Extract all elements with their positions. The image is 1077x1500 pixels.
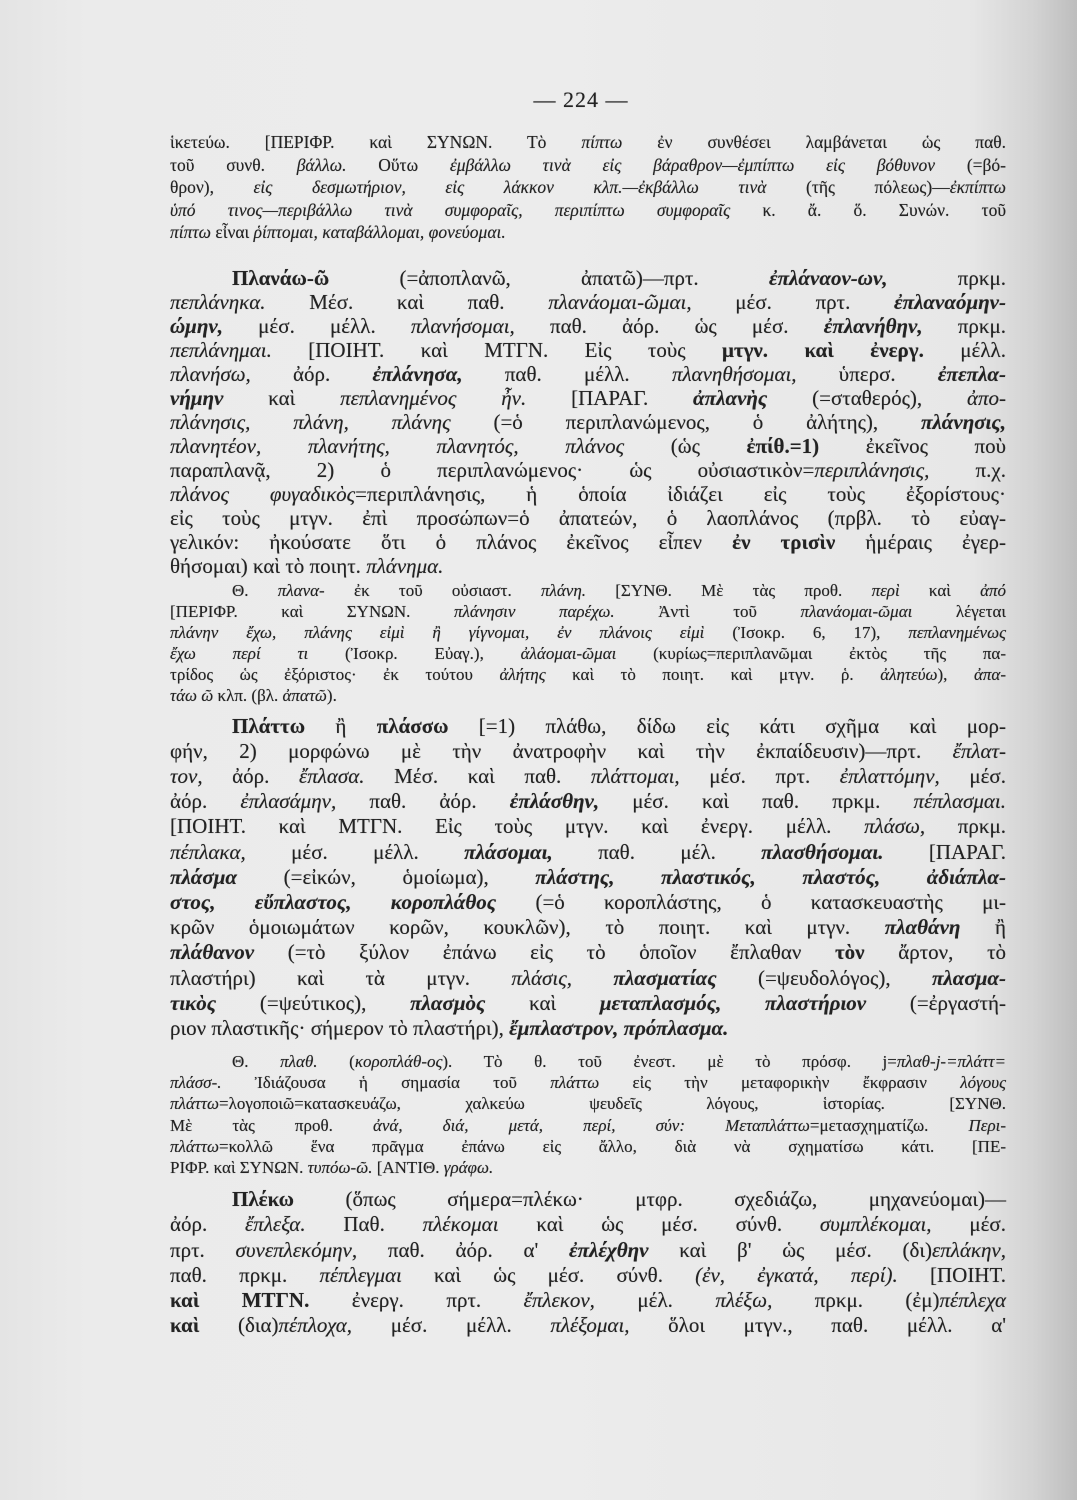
italic-text: πέπλοχα, xyxy=(278,1313,353,1338)
italic-text: τυπόω-ῶ. xyxy=(307,1158,373,1177)
text-run: (ὡς xyxy=(624,434,747,458)
note-planao xyxy=(170,580,1006,707)
text-run: [ΠΕΡΙΦΡ. καὶ ΣΥΝΩΝ. xyxy=(170,601,454,621)
italic-text: πλάνος φυγαδικὸς xyxy=(170,482,356,506)
text-run: =λογοποιῶ=κατασκευάζω, χαλκεύω ψευδεῖς λόγους, ἱστορίας. [ΣΥΝΘ. xyxy=(218,1094,1006,1114)
italic-text: ἀπα- xyxy=(973,665,1006,685)
italic-text: πλαθ-j-=πλάττ= xyxy=(896,1052,1006,1072)
bold-text: Πλέκω xyxy=(232,1187,295,1212)
italic-text: ἀλήτης xyxy=(499,665,546,685)
text-line xyxy=(170,1051,1006,1072)
text-run: Παθ. xyxy=(305,1212,423,1237)
text-line xyxy=(170,601,1006,622)
italic-text: πλανάομαι-ῶμαι xyxy=(800,601,913,621)
text-line xyxy=(170,458,1006,482)
text-run: ). Τὸ θ. τοῦ ἐνεστ. μὲ τὸ πρόσφ. j= xyxy=(442,1052,897,1072)
text-line xyxy=(170,915,1006,940)
text-run: ὑπερσ. xyxy=(796,362,938,386)
text-run: ( xyxy=(317,1052,355,1072)
text-run: καὶ ὡς μέσ. σύνθ. xyxy=(498,1212,820,1237)
text-run: καὶ xyxy=(485,990,600,1015)
bold-italic-text: τικὸς xyxy=(170,990,217,1015)
bold-text: Πλάττω xyxy=(232,713,306,738)
entry-platto xyxy=(170,714,1006,1041)
text-run: [ΣΥΝΘ. Μὲ τὰς προθ. xyxy=(586,580,872,600)
text-run: [ΠΑΡΑΓ. xyxy=(526,386,694,410)
text-line xyxy=(170,1016,1006,1041)
italic-text: ἔχω περί τι xyxy=(170,644,309,664)
text-run: γελικόν: ἠκούσατε ὅτι ὁ πλάνος ἐκεῖνος εἶπεν xyxy=(170,530,733,554)
italic-text: γράφω. xyxy=(443,1158,494,1177)
text-line xyxy=(170,314,1006,338)
italic-text: πλανα- xyxy=(277,580,325,600)
italic-text: πλάνησιν παρέχω. xyxy=(453,601,615,621)
text-run: παθ. μέλλ. xyxy=(462,362,672,386)
text-run: παθ. μέλ. xyxy=(552,839,762,864)
bold-italic-text: πλάσμα xyxy=(170,864,238,889)
text-run: ἐν συνθέσει λαμβάνεται ὡς παθ. xyxy=(622,132,1006,152)
italic-text: πλάνη. xyxy=(540,580,587,600)
italic-text: πλάσσ-. xyxy=(170,1073,222,1093)
text-run: μέσ. καὶ παθ. πρκμ. xyxy=(599,789,914,814)
text-run: κρῶν ὁμοιωμάτων κορῶν, κουκλῶν), τὸ ποιητ. καὶ μτγν. xyxy=(170,915,885,940)
bold-italic-text: πλάστης, πλαστικός, πλαστός, ἀδιάπλα- xyxy=(535,864,1006,889)
italic-text: ῥίπτομαι, καταβάλλομαι, φονεύομαι. xyxy=(253,222,506,242)
text-line xyxy=(170,1187,1006,1212)
italic-text: ἀλάομαι-ῶμαι xyxy=(520,644,617,664)
italic-text: συνεπλεκόμην, xyxy=(235,1237,358,1262)
italic-text: κοροπλάθ-ος xyxy=(354,1052,443,1072)
text-line xyxy=(170,1115,1006,1136)
text-run: εἶναι xyxy=(211,222,254,242)
text-line xyxy=(170,1238,1006,1263)
text-line xyxy=(170,221,1006,244)
italic-text: ἀπατῶ xyxy=(282,686,327,706)
text-line xyxy=(170,622,1006,643)
text-run: καὶ ὡς μέσ. σύνθ. xyxy=(401,1262,696,1287)
text-run: καὶ τὸ ποιητ. καὶ μτγν. ῥ. xyxy=(545,665,881,685)
text-line xyxy=(170,1157,1006,1178)
text-run: μέσ. xyxy=(939,764,1006,788)
text-line xyxy=(170,1212,1006,1237)
text-run: Θ. xyxy=(232,1052,281,1072)
text-run: μέσ. μέλλ. xyxy=(245,839,465,864)
text-run: μέσ. μέλλ. xyxy=(352,1313,551,1338)
text-run: Ἀντὶ τοῦ xyxy=(614,601,801,621)
bold-italic-text: ἐπεπλα- xyxy=(937,362,1007,386)
italic-text: περὶ xyxy=(871,580,900,600)
italic-text: τάω ῶ xyxy=(170,686,214,706)
continuation-paragraph xyxy=(170,131,1006,244)
text-run xyxy=(572,966,613,990)
italic-text: ἀπό xyxy=(980,580,1007,600)
bold-italic-text: μεταπλασμός, πλαστήριον xyxy=(599,990,867,1015)
bold-italic-text: πλάθανον xyxy=(170,940,255,965)
text-run: τρίδος ὡς ἐξόριστος· ἐκ τούτου xyxy=(170,665,500,685)
italic-text: ἐκπίπτω xyxy=(949,177,1007,197)
text-run: ἀόρ. xyxy=(170,1212,246,1237)
italic-text: πλάττω xyxy=(170,1136,219,1156)
text-run: (=ἐργαστή- xyxy=(866,990,1006,1015)
text-run: (Ἰσοκρ. 6, 17), xyxy=(704,622,909,642)
text-run: παραπλανᾷ, 2) ὁ περιπλανώμενος· ὡς οὐσιαστικὸν= xyxy=(170,458,815,482)
text-run: [=1) πλάθω, δίδω εἰς κάτι σχῆμα καὶ μορ- xyxy=(448,713,1007,738)
bold-italic-text: πλασματίας xyxy=(613,965,717,990)
text-run: =περιπλάνησις, ἡ ὁποία ἰδιάζει εἰς τοὺς ἐξορίστους· xyxy=(355,482,1006,506)
text-run: μέσ. πρτ. xyxy=(679,764,840,788)
italic-text: πλάσω, xyxy=(864,814,926,839)
text-run: (=ὁ κοροπλάστης, ὁ κατασκευαστὴς μι- xyxy=(496,889,1006,914)
text-run: Οὕτω xyxy=(346,154,450,175)
text-run: ἱκετεύω. [ΠΕΡΙΦΡ. καὶ ΣΥΝΩΝ. Τὸ xyxy=(170,132,582,152)
italic-text: πλανητέον, πλανήτης, πλανητός, πλάνος xyxy=(170,434,625,458)
bold-italic-text: ἔμπλαστρον, πρόπλασμα. xyxy=(509,1015,729,1040)
bold-italic-text: ώμην, xyxy=(170,314,223,338)
bold-italic-text: νήμην xyxy=(170,386,224,410)
italic-text: ἔπλεξα. xyxy=(245,1212,306,1237)
text-run: [ΠΟΙΗΤ. xyxy=(897,1262,1006,1287)
text-run: (=εἰκών, ὁμοίωμα), xyxy=(237,864,536,889)
bold-text: ἐν τρισὶν xyxy=(732,530,836,554)
italic-text: ἔπλατ- xyxy=(952,738,1006,763)
italic-text: βάλλω. xyxy=(296,154,347,175)
text-run: ἀόρ. xyxy=(250,362,373,386)
bold-italic-text: πλάσομαι, xyxy=(464,839,553,864)
text-run: μέλ. xyxy=(594,1287,716,1312)
text-run: παθ. πρκμ. xyxy=(170,1262,320,1287)
text-line xyxy=(170,154,1006,177)
italic-text: πέπλεχα xyxy=(939,1287,1006,1312)
text-run: (=ἀποπλανῶ, ἀπατῶ)—πρτ. xyxy=(329,266,769,290)
italic-text: πλάττω xyxy=(170,1094,219,1114)
text-line xyxy=(170,580,1006,601)
bold-italic-text: ἐπλέχθην xyxy=(568,1237,649,1262)
text-run: παθ. ἀόρ. ὡς μέσ. xyxy=(514,314,824,338)
text-line xyxy=(170,1072,1006,1093)
bold-italic-text: πλαθάνη xyxy=(884,915,961,940)
text-line xyxy=(170,685,1006,706)
note-platto xyxy=(170,1051,1006,1178)
text-run: ΡΙΦΡ. καὶ ΣΥΝΩΝ. xyxy=(170,1158,308,1177)
italic-text: πεπλάνημαι. xyxy=(170,338,272,362)
text-run: (=τὸ ξύλον ἐπάνω εἰς τὸ ὁποῖον ἔπλαθαν xyxy=(254,940,835,965)
italic-text: πεπλανημένως xyxy=(908,622,1007,642)
bold-text: μτγν. καὶ ἐνεργ. xyxy=(722,338,924,362)
text-run: ἄρτον, τὸ xyxy=(864,940,1007,965)
text-line xyxy=(170,664,1006,685)
text-line xyxy=(170,1263,1006,1288)
italic-text: πέπλασμαι. xyxy=(913,789,1006,814)
text-line xyxy=(170,789,1006,814)
italic-text: πλέξομαι, xyxy=(550,1313,630,1338)
italic-text: πλαθ. xyxy=(280,1052,318,1072)
italic-text: πλάνην ἔχω, πλάνης εἰμὶ ἢ γίγνομαι, ἐν πλάνοις εἰμὶ xyxy=(170,622,705,642)
text-run: (δια) xyxy=(199,1313,279,1338)
italic-text: ἔπλασα. xyxy=(298,764,365,788)
text-run: κ. ἄ. ὅ. Συνών. τοῦ xyxy=(730,199,1006,220)
text-run: πρκμ. (ἐμ) xyxy=(772,1287,940,1312)
italic-text: ἐμβάλλω τινὰ εἰς βάραθρον—ἐμπίπτω εἰς βόθυνον xyxy=(449,154,936,175)
text-run: (τῆς πόλεως)— xyxy=(766,177,950,197)
text-run: ). xyxy=(326,686,337,706)
text-run: =μετασχηματίζω. xyxy=(809,1115,969,1135)
text-run: [ΑΝΤΙΘ. xyxy=(372,1158,444,1177)
text-run: (=βό- xyxy=(935,154,1006,175)
text-line xyxy=(170,131,1006,154)
bold-italic-text: πλασθήσομαι. xyxy=(761,839,884,864)
text-run: θήσομαι) καὶ τὸ ποιητ. xyxy=(170,554,367,578)
italic-text: ἀπο- xyxy=(966,386,1006,410)
text-line xyxy=(170,410,1006,434)
italic-text: ἐπλασάμην, xyxy=(240,789,337,814)
italic-text: πλάττω xyxy=(550,1073,600,1093)
text-run: Μέσ. καὶ παθ. xyxy=(364,764,591,788)
entry-planao xyxy=(170,266,1006,578)
text-line xyxy=(170,643,1006,664)
text-run: Μέσ. καὶ παθ. xyxy=(265,290,549,314)
text-run: πρκμ. xyxy=(925,814,1006,839)
text-line xyxy=(170,386,1006,410)
italic-text: πλάνημα. xyxy=(366,554,444,578)
italic-text: πλανήσω, xyxy=(170,362,251,386)
text-line xyxy=(170,1288,1006,1313)
bold-italic-text: στος, εὔπλαστος, κοροπλάθος xyxy=(170,889,497,914)
text-run: (=ψεύτικος), xyxy=(216,990,411,1015)
text-run: καὶ β' ὡς μέσ. (δι) xyxy=(648,1237,933,1262)
italic-text: πέπλακα, xyxy=(170,839,246,864)
italic-text: πλέξω, xyxy=(715,1287,773,1312)
italic-text: τον, xyxy=(170,764,203,788)
italic-text: πλάνησις, πλάνη, πλάνης xyxy=(170,410,451,434)
text-run: τοῦ συνθ. xyxy=(170,154,297,175)
italic-text: πλανάομαι-ῶμαι, xyxy=(548,290,692,314)
italic-text: πλανηθήσομαι, xyxy=(671,362,797,386)
text-line xyxy=(170,176,1006,199)
bold-text: καὶ xyxy=(170,1313,200,1338)
text-run: εἰς τὴν μεταφορικὴν ἔκφρασιν xyxy=(599,1073,961,1093)
text-run: π.χ. xyxy=(929,458,1006,482)
text-line xyxy=(170,338,1006,362)
text-line xyxy=(170,554,1006,578)
italic-text: (ἐν, ἐγκατά, περί). xyxy=(695,1262,898,1287)
text-run: καὶ xyxy=(223,386,341,410)
text-run: λέγεται xyxy=(912,601,1006,621)
text-run: ἡμέραις ἐγερ- xyxy=(835,530,1006,554)
bold-italic-text: ἐπλαναόμην- xyxy=(894,290,1006,314)
text-run: παθ. ἀόρ. α' xyxy=(357,1237,569,1262)
italic-text: ἔπλεκον, xyxy=(523,1287,595,1312)
text-run: Μὲ τὰς προθ. xyxy=(170,1115,373,1135)
text-line xyxy=(170,290,1006,314)
text-line xyxy=(170,966,1006,991)
text-line xyxy=(170,1093,1006,1114)
italic-text: πίπτω xyxy=(170,222,212,242)
text-run: πλαστήρι) καὶ τὰ μτγν. xyxy=(170,965,512,990)
entry-pleko xyxy=(170,1187,1006,1338)
italic-text: πεπλάνηκα. xyxy=(170,290,266,314)
text-line xyxy=(170,840,1006,865)
text-run: =κολλῶ ἕνα πρᾶγμα ἐπάνω εἰς ἄλλο, διὰ νὰ σχηματίσω κάτι. [ΠΕ- xyxy=(218,1136,1006,1156)
text-run: ριον πλαστικῆς· σήμερον τὸ πλαστήρι), xyxy=(170,1015,510,1040)
text-run: μέλλ. xyxy=(923,338,1006,362)
text-run: [ΠΟΙΗΤ. καὶ ΜΤΓΝ. Εἰς τοὺς xyxy=(271,338,723,362)
text-line xyxy=(170,482,1006,506)
italic-text: πίπτω xyxy=(581,132,623,152)
text-line xyxy=(170,940,1006,965)
text-run: (Ἰσοκρ. Εὐαγ.), xyxy=(308,644,521,664)
text-run: ἐνεργ. πρτ. xyxy=(309,1287,524,1312)
italic-text: περιπλάνησις, xyxy=(814,458,930,482)
text-run: ἐκ τοῦ οὐσιαστ. xyxy=(324,580,541,600)
text-line xyxy=(170,266,1006,290)
page-number: — 224 — xyxy=(533,87,629,112)
bold-text: Πλανάω-ῶ xyxy=(232,266,330,290)
text-run: πρκμ. xyxy=(887,266,1006,290)
text-run: Ἰδιάζουσα ἡ σημασία τοῦ xyxy=(221,1073,551,1093)
text-run: [ΠΟΙΗΤ. καὶ ΜΤΓΝ. Εἰς τοὺς μτγν. καὶ ἐνεργ. μέλλ. xyxy=(170,814,865,839)
text-run: μέσ. xyxy=(931,1212,1006,1237)
italic-text: πλάσις, xyxy=(511,965,573,990)
italic-text: πεπλανημένος ἦν. xyxy=(340,386,527,410)
text-line xyxy=(170,1136,1006,1157)
text-run: ἀόρ. xyxy=(170,789,241,814)
bold-italic-text: ἐπλάνησα, xyxy=(372,362,463,386)
italic-text: πλάττομαι, xyxy=(590,764,680,788)
text-run: [ΠΑΡΑΓ. xyxy=(883,839,1006,864)
text-run xyxy=(685,1116,725,1135)
text-run: μέσ. μέλλ. xyxy=(222,314,411,338)
text-line xyxy=(170,506,1006,530)
text-run: παθ. ἀόρ. xyxy=(336,789,510,814)
text-line xyxy=(170,434,1006,458)
text-run: ἀόρ. xyxy=(202,764,299,788)
italic-text: λόγους xyxy=(960,1073,1006,1093)
text-run: ὅλοι μτγν., παθ. μέλλ. α' xyxy=(629,1313,1007,1338)
text-run: ἐκεῖνος ποὺ xyxy=(819,434,1007,458)
text-run: θρον), xyxy=(170,177,254,197)
text-line xyxy=(170,890,1006,915)
italic-text: πλέκομαι xyxy=(422,1212,499,1237)
italic-text: ἀλητεύω xyxy=(880,665,938,685)
text-run: (κυρίως=περιπλανῶμαι ἐκτὸς τῆς πα- xyxy=(616,644,1006,664)
text-run: μέσ. πρτ. xyxy=(691,290,895,314)
italic-text: Περι- xyxy=(968,1115,1007,1135)
italic-text: Μεταπλάττω xyxy=(725,1115,810,1135)
text-run: ), xyxy=(937,665,974,685)
text-run: (ὅπως σήμερα=πλέκω· μτφρ. σχεδιάζω, μηχανεύομαι)— xyxy=(294,1187,1006,1212)
italic-text: ἐπλαττόμην, xyxy=(839,764,940,788)
bold-text: ἐπίθ.=1) xyxy=(746,434,820,458)
italic-text: πέπλεγμαι xyxy=(319,1262,402,1287)
text-run: (=σταθερός), xyxy=(767,386,967,410)
text-run: (=ψευδολόγος), xyxy=(716,965,932,990)
text-column xyxy=(170,131,1006,1338)
text-line xyxy=(170,814,1006,839)
text-line xyxy=(170,362,1006,386)
italic-text: συμπλέκομαι, xyxy=(819,1212,932,1237)
italic-text: εἰς δεσμωτήριον, εἰς λάκκον κλπ.—ἐκβάλλω τινὰ xyxy=(253,177,767,197)
bold-italic-text: πλάνησις, xyxy=(920,410,1006,434)
bold-text: καὶ ΜΤΓΝ. xyxy=(170,1287,310,1312)
text-run: καὶ xyxy=(899,580,981,600)
text-line xyxy=(170,1313,1006,1338)
text-run: πρτ. xyxy=(170,1237,236,1262)
text-run: Θ. xyxy=(232,580,278,600)
text-run: εἰς τοὺς μτγν. ἐπὶ προσώπων=ὁ ἀπατεών, ὁ λαοπλάνος (πρβλ. τὸ εὐαγ- xyxy=(170,506,1006,530)
italic-text: ὑπό τινος—περιβάλλω τινὰ συμφοραῖς, περιπίπτω συμφοραῖς xyxy=(170,199,731,220)
text-run: (=ὁ περιπλανώμενος, ὁ ἀλήτης), xyxy=(450,410,921,434)
text-line xyxy=(170,714,1006,739)
text-line xyxy=(170,764,1006,789)
bold-italic-text: ἐπλάναον-ων, xyxy=(768,266,888,290)
italic-text: πλανήσομαι, xyxy=(410,314,515,338)
text-run: ἢ xyxy=(305,713,377,738)
bold-text: πλάσσω xyxy=(376,713,449,738)
text-run: φήν, 2) μορφώνω μὲ τὴν ἀνατροφὴν καὶ τὴν ἐκπαίδευσιν)—πρτ. xyxy=(170,738,953,763)
italic-text: ἀνά, διά, μετά, περί, σύν: xyxy=(372,1115,685,1135)
text-line xyxy=(170,739,1006,764)
text-run: κλπ. (βλ. xyxy=(213,686,283,706)
text-line xyxy=(170,530,1006,554)
bold-italic-text: πλασμα- xyxy=(931,965,1006,990)
bold-italic-text: ἐπλανήθην, xyxy=(823,314,923,338)
bold-italic-text: πλασμὸς xyxy=(410,990,486,1015)
text-line xyxy=(170,991,1006,1016)
bold-text: τὸν xyxy=(835,940,865,965)
text-line xyxy=(170,199,1006,222)
text-run: πρκμ. xyxy=(922,314,1006,338)
italic-text: επλάκην, xyxy=(932,1237,1006,1262)
bold-italic-text: ἀπλανὴς xyxy=(693,386,768,410)
bold-italic-text: ἐπλάσθην, xyxy=(509,789,600,814)
text-line xyxy=(170,865,1006,890)
text-run: ἢ xyxy=(960,915,1007,940)
